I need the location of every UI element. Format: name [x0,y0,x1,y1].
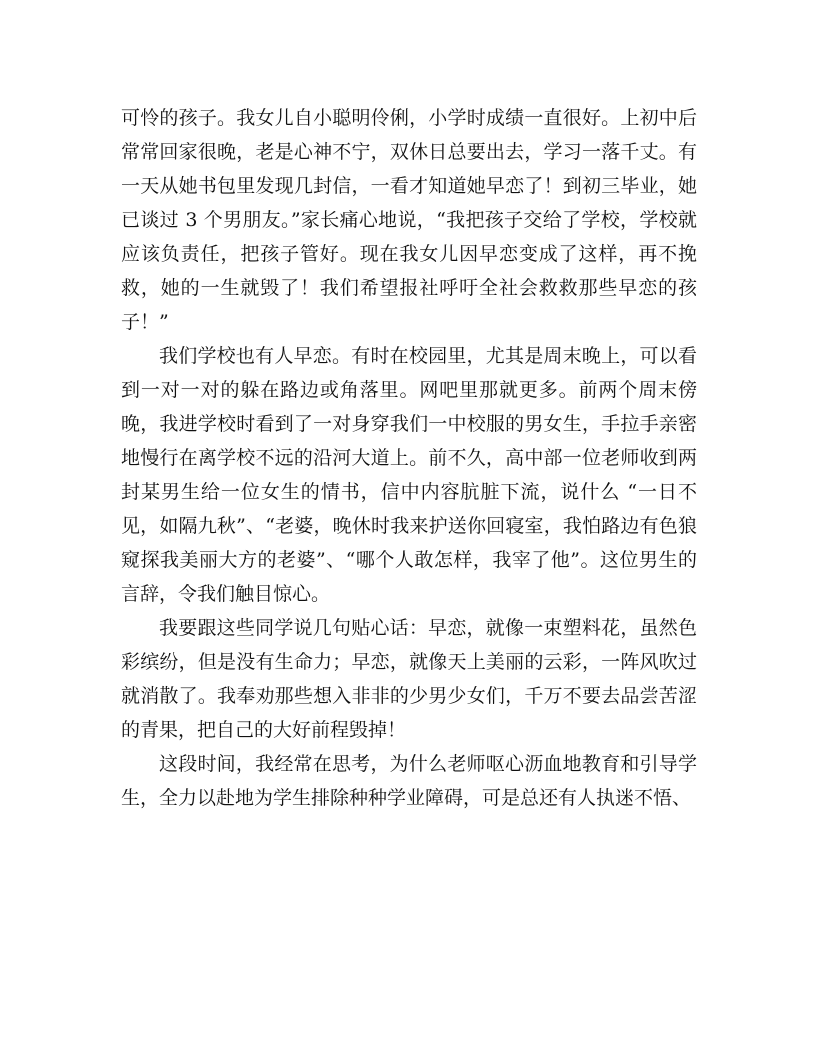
paragraph-3: 我要跟这些同学说几句贴心话：早恋，就像一束塑料花，虽然色彩缤纷，但是没有生命力；早恋，就像天上美丽的云彩，一阵风吹过就消散了。我奉劝那些想入非非的少男少女们，千万不要去品尝苦涩的青果，把自己的大好前程毁掉！ [121,617,697,741]
paragraph-2: 我们学校也有人早恋。有时在校园里，尤其是周末晚上，可以看到一对一对的躲在路边或角落里。网吧里那就更多。前两个周末傍晚，我进学校时看到了一对身穿我们一中校服的男女生，手拉手亲密地慢行在离学校不远的沿河大道上。前不久，高中部一位老师收到两封某男生给一位女生的情书，信中内容肮脏下流，说什么 “一日不见，如隔九秋”、“老婆，晚休时我来护送你回寝室，我怕路边有色狼窥探我美丽大方的老婆”、“哪个人敢怎样，我宰了他”。这位男生的言辞，令我们触目惊心。 [121,345,697,605]
paragraph-4: 这段时间，我经常在思考，为什么老师呕心沥血地教育和引导学生，全力以赴地为学生排除种种学业障碍，可是总还有人执迷不悟、 [121,753,697,809]
document-body [121,101,697,815]
paragraph-1: 可怜的孩子。我女儿自小聪明伶俐，小学时成绩一直很好。上初中后常常回家很晚，老是心神不宁，双休日总要出去，学习一落千丈。有一天从她书包里发现几封信，一看才知道她早恋了！到初三毕业，她已谈过 3 个男朋友。”家长痛心地说，“我把孩子交给了学校，学校就应该负责任，把孩子管好。现在我女儿因早恋变成了这样，再不挽救，她的一生就毁了！我们希望报社呼吁全社会救救那些早恋的孩子！” [121,107,697,333]
